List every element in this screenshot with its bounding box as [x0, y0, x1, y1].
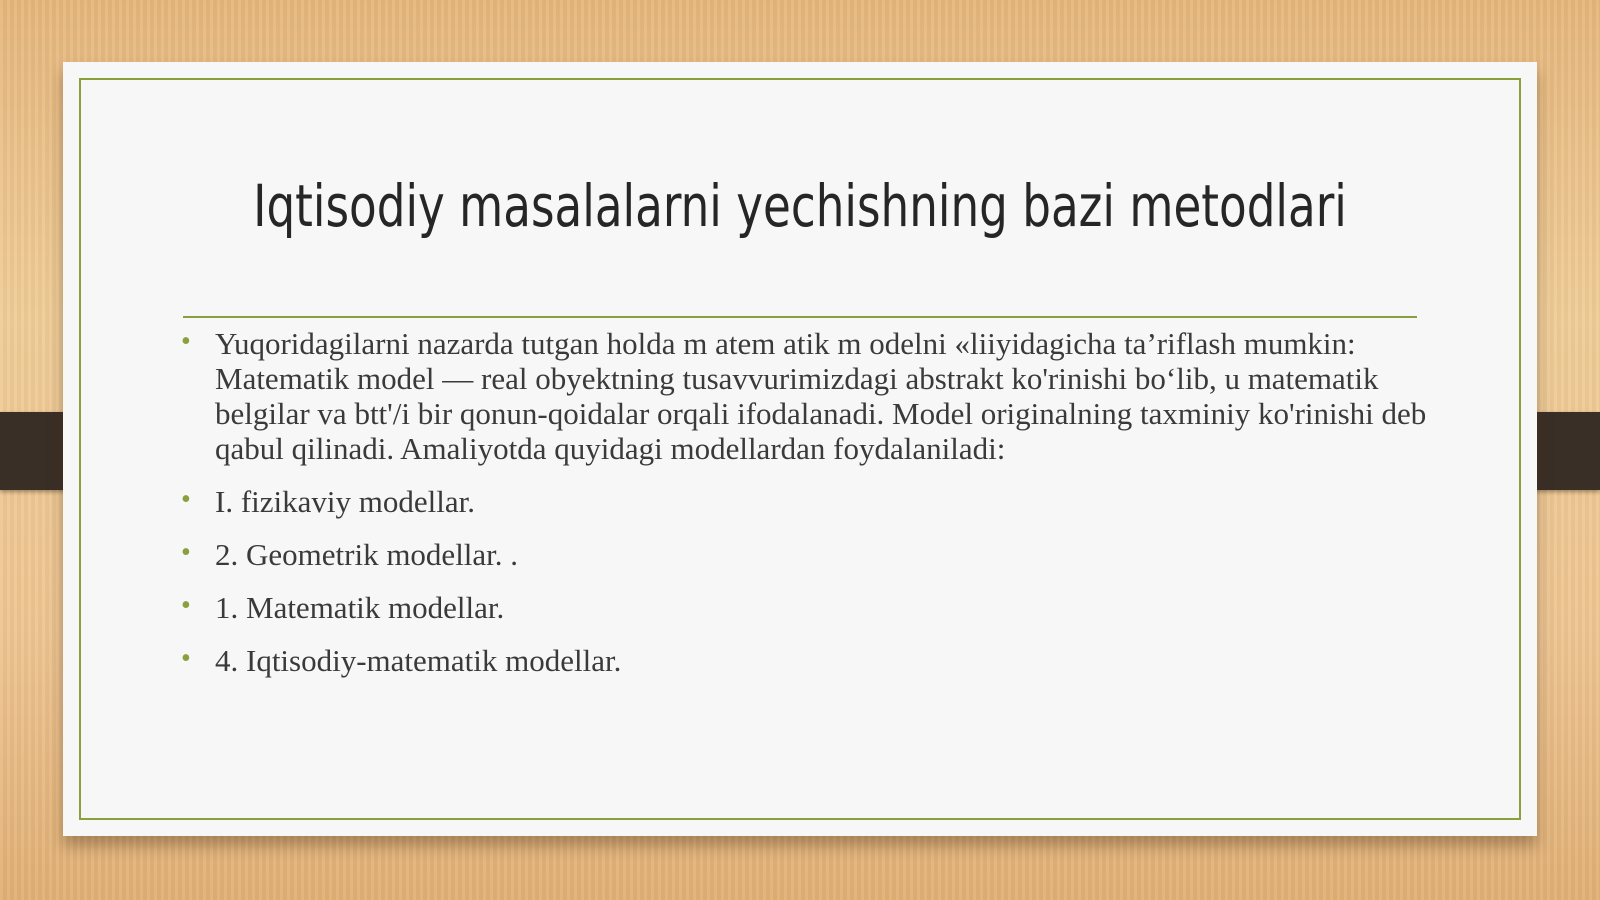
bullet-dot-icon: •: [181, 484, 191, 515]
slide: [63, 62, 1537, 836]
bullet-text: 2. Geometrik modellar. .: [215, 537, 519, 572]
bullet-item: [179, 590, 1479, 625]
slide-title: Iqtisodiy masalalarni yechishning bazi metodlari: [253, 172, 1347, 240]
bullet-item: [179, 537, 1479, 572]
bullet-list: [179, 326, 1479, 696]
title-divider: [183, 316, 1417, 318]
bullet-dot-icon: •: [181, 643, 191, 674]
bullet-text: Yuqoridagilarni nazarda tutgan holda m atem atik m odelni «liiyidagicha ta’riflash mumkin: Matematik model — real obyektning tusavvurimizdagi abstrakt ko'rinishi bo‘lib, u matematik belgilar va btt'/i bir qonun-qoidalar orqali ifodalanadi. Model originalning taxminiy ko'rinishi deb qabul qilinadi. Amaliyotda quyidagi modellardan foydalaniladi:: [215, 326, 1427, 466]
bullet-dot-icon: •: [181, 537, 191, 568]
bullet-text: I. fizikaviy modellar.: [215, 484, 475, 519]
bullet-item: [179, 643, 1479, 678]
bullet-text: 4. Iqtisodiy-matematik modellar.: [215, 643, 622, 678]
bullet-item: [179, 484, 1479, 519]
bullet-dot-icon: •: [181, 326, 191, 357]
bullet-text: 1. Matematik modellar.: [215, 590, 505, 625]
bullet-item: [179, 326, 1479, 466]
bullet-dot-icon: •: [181, 590, 191, 621]
